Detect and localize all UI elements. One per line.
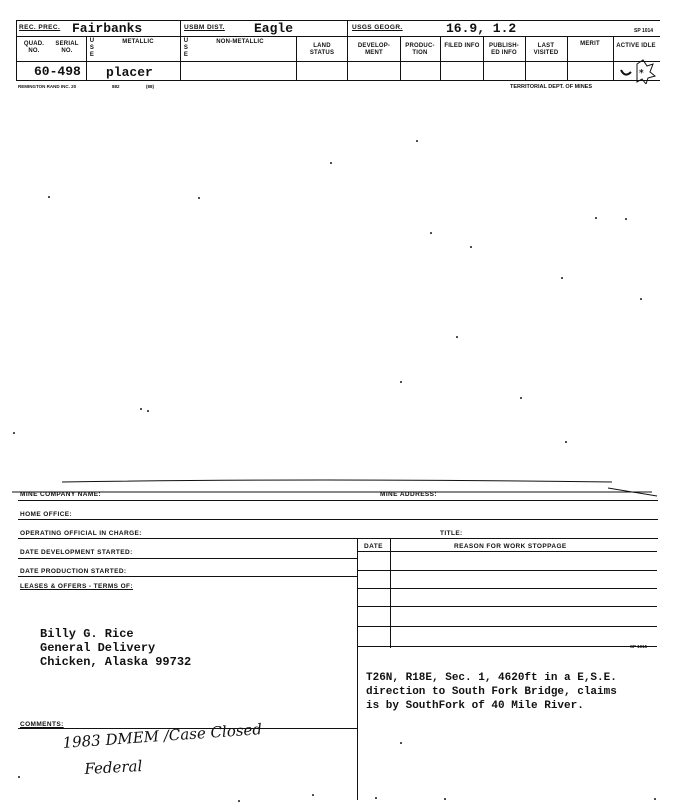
code-1-text: 882: [112, 84, 120, 89]
quad-no-header: QUAD. NO.: [23, 41, 45, 54]
leases-label: LEASES & OFFERS - TERMS OF:: [20, 583, 133, 590]
owner-name: Billy G. Rice: [40, 627, 134, 641]
published-info-header: PUBLISH-ED INFO: [489, 43, 519, 56]
operating-official-label: OPERATING OFFICIAL IN CHARGE:: [20, 530, 142, 537]
rec-prec-value: Fairbanks: [72, 21, 143, 36]
date-column-header: DATE: [364, 543, 383, 550]
mine-company-name-label: MINE COMPANY NAME:: [20, 491, 101, 498]
mine-address-label: MINE ADDRESS:: [380, 491, 437, 498]
production-header: PRODUC-TION: [405, 43, 435, 56]
location-line-2: direction to South Fork Bridge, claims: [366, 686, 617, 698]
reason-column-header: REASON FOR WORK STOPPAGE: [454, 543, 567, 550]
development-header: DEVELOP-MENT: [357, 43, 391, 56]
usgs-geogr-value: 16.9, 1.2: [446, 21, 517, 36]
rec-prec-label: REC. PREC.: [19, 24, 61, 31]
printer-text: REMINGTON RAND INC. 20: [18, 84, 77, 89]
comments-label: COMMENTS:: [20, 721, 64, 728]
date-development-label: DATE DEVELOPMENT STARTED:: [20, 549, 133, 556]
card-edge-line: [12, 474, 662, 498]
location-line-3: is by SouthFork of 40 Mile River.: [366, 700, 584, 712]
department-text: TERRITORIAL DEPT. OF MINES: [510, 84, 592, 90]
location-line-1: T26N, R18E, Sec. 1, 4620ft in a E,S.E.: [366, 672, 617, 684]
usgs-geogr-label: USGS GEOGR.: [352, 24, 403, 31]
owner-street: General Delivery: [40, 641, 156, 655]
quad-serial-value: 60-498: [34, 64, 81, 79]
metallic-header: METALLIC: [122, 39, 154, 45]
use-header-metallic: U S E: [89, 38, 95, 58]
handwritten-comment-line-1: 1983 DMEM /Case Closed: [62, 720, 263, 752]
use-header-non-metallic: U S E: [183, 38, 189, 58]
merit-header: MERIT: [580, 41, 600, 47]
usbm-dist-label: USBM DIST.: [184, 24, 225, 31]
active-idle-header: ACTIVE IDLE: [616, 43, 656, 49]
owner-city: Chicken, Alaska 99732: [40, 655, 192, 669]
date-production-label: DATE PRODUCTION STARTED:: [20, 568, 127, 575]
serial-no-header: SERIAL NO.: [55, 41, 79, 54]
owner-address: [40, 627, 191, 669]
code-2-text: (88): [146, 84, 155, 89]
form-number-top: SP 1014: [634, 28, 654, 34]
filed-info-header: FILED INFO: [444, 43, 480, 49]
metallic-value: placer: [106, 65, 153, 80]
form-number-bottom: SP 1015: [630, 644, 648, 649]
non-metallic-header: NON-METALLIC: [216, 39, 264, 45]
handwritten-comment-line-2: Federal: [84, 756, 143, 778]
active-check-mark-icon: [615, 58, 659, 84]
title-label: TITLE:: [440, 530, 463, 537]
home-office-label: HOME OFFICE:: [20, 511, 73, 518]
location-description: [366, 671, 617, 713]
land-status-header: LAND STATUS: [309, 43, 335, 56]
svg-text:*: *: [639, 69, 644, 79]
usbm-dist-value: Eagle: [254, 21, 294, 36]
last-visited-header: LAST VISITED: [533, 43, 559, 56]
